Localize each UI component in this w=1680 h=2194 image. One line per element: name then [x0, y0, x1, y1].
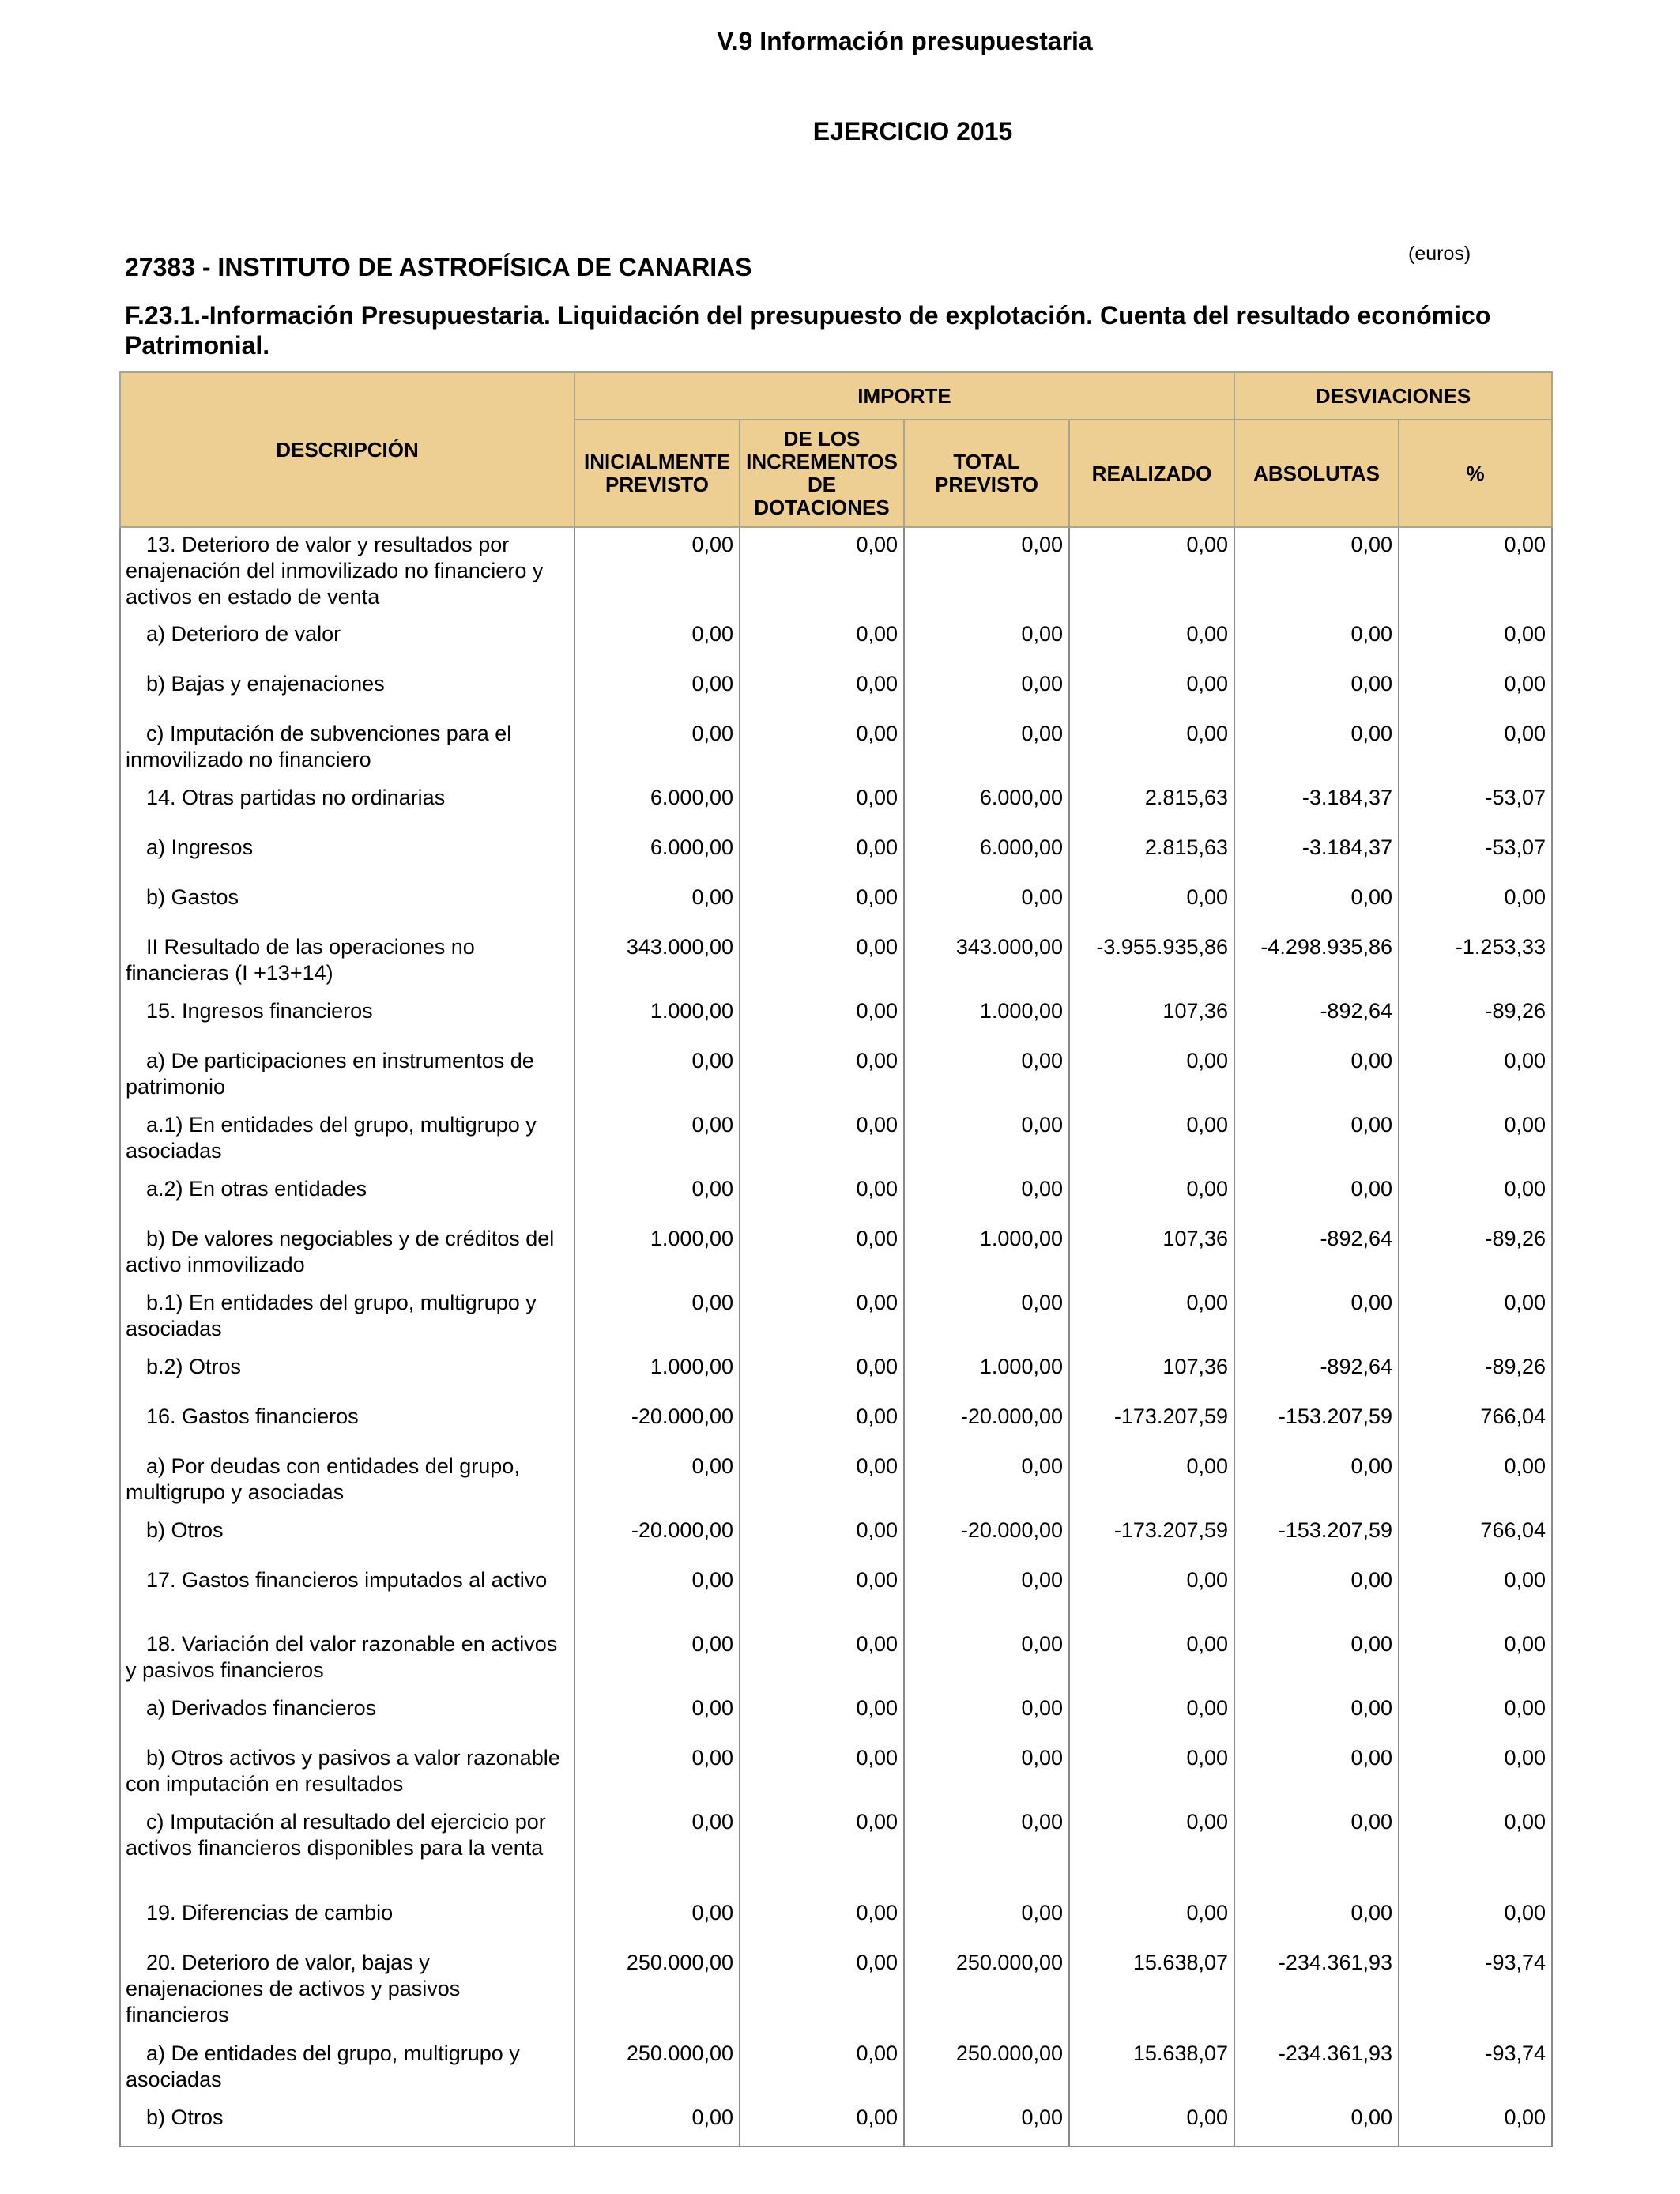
cell-total-previsto: 250.000,00: [904, 1946, 1069, 2037]
cell-total-previsto: 0,00: [904, 1172, 1069, 1222]
cell-desviacion-absoluta: 0,00: [1234, 1741, 1399, 1805]
cell-total-previsto: 0,00: [904, 617, 1069, 667]
cell-desviacion-porcentaje: 0,00: [1399, 1627, 1552, 1691]
cell-incrementos: 0,00: [740, 880, 904, 930]
entity-title: 27383 - INSTITUTO DE ASTROFÍSICA DE CANARIAS: [125, 253, 752, 281]
cell-desviacion-porcentaje: 0,00: [1399, 1741, 1552, 1805]
cell-incrementos: 0,00: [740, 2101, 904, 2147]
cell-total-previsto: -20.000,00: [904, 1400, 1069, 1449]
cell-realizado: 2.815,63: [1069, 781, 1234, 831]
cell-desviacion-porcentaje: 766,04: [1399, 1400, 1552, 1449]
cell-desviacion-absoluta: -234.361,93: [1234, 2037, 1399, 2101]
table-row: [120, 717, 1552, 781]
table-row: [120, 1044, 1552, 1108]
cell-desviacion-porcentaje: -93,74: [1399, 1946, 1552, 2037]
cell-total-previsto: 6.000,00: [904, 831, 1069, 880]
cell-inicialmente-previsto: 250.000,00: [574, 1946, 740, 2037]
cell-desviacion-absoluta: -3.184,37: [1234, 781, 1399, 831]
cell-inicialmente-previsto: 0,00: [574, 1044, 740, 1108]
row-description: a.2) En otras entidades: [120, 1172, 574, 1222]
cell-inicialmente-previsto: 0,00: [574, 667, 740, 717]
cell-inicialmente-previsto: 0,00: [574, 1691, 740, 1741]
cell-realizado: 0,00: [1069, 667, 1234, 717]
cell-inicialmente-previsto: 0,00: [574, 880, 740, 930]
table-row: [120, 781, 1552, 831]
row-description: b) Bajas y enajenaciones: [120, 667, 574, 717]
cell-desviacion-porcentaje: 0,00: [1399, 667, 1552, 717]
cell-incrementos: 0,00: [740, 1805, 904, 1896]
row-description: 13. Deterioro de valor y resultados por enajenación del inmovilizado no financiero y activos en estado de venta: [120, 527, 574, 617]
cell-inicialmente-previsto: 0,00: [574, 1896, 740, 1946]
report-subtitle: F.23.1.-Información Presupuestaria. Liquidación del presupuesto de explotación. Cuenta del resultado económico Patrimonial.: [125, 301, 1491, 360]
cell-inicialmente-previsto: 0,00: [574, 1172, 740, 1222]
cell-realizado: 15.638,07: [1069, 1946, 1234, 2037]
row-description: 14. Otras partidas no ordinarias: [120, 781, 574, 831]
row-description: c) Imputación al resultado del ejercicio por activos financieros disponibles para la venta: [120, 1805, 574, 1896]
cell-realizado: -173.207,59: [1069, 1400, 1234, 1449]
cell-desviacion-absoluta: 0,00: [1234, 667, 1399, 717]
cell-incrementos: 0,00: [740, 1172, 904, 1222]
cell-incrementos: 0,00: [740, 831, 904, 880]
cell-incrementos: 0,00: [740, 1350, 904, 1400]
cell-incrementos: 0,00: [740, 1400, 904, 1449]
table-row: [120, 667, 1552, 717]
table-row: [120, 1896, 1552, 1946]
row-description: b) Otros activos y pasivos a valor razonable con imputación en resultados: [120, 1741, 574, 1805]
cell-desviacion-absoluta: 0,00: [1234, 527, 1399, 617]
table-row: [120, 1741, 1552, 1805]
table-row: [120, 831, 1552, 880]
cell-realizado: 0,00: [1069, 1691, 1234, 1741]
cell-desviacion-porcentaje: 766,04: [1399, 1514, 1552, 1563]
cell-realizado: 0,00: [1069, 1627, 1234, 1691]
units-label: (euros): [1408, 243, 1471, 265]
row-description: a.1) En entidades del grupo, multigrupo y asociadas: [120, 1108, 574, 1172]
row-description: c) Imputación de subvenciones para el inmovilizado no financiero: [120, 717, 574, 781]
cell-desviacion-absoluta: -892,64: [1234, 1350, 1399, 1400]
cell-desviacion-porcentaje: -89,26: [1399, 994, 1552, 1044]
exercise-year: EJERCICIO 2015: [812, 117, 1013, 145]
cell-desviacion-porcentaje: 0,00: [1399, 1563, 1552, 1627]
cell-realizado: 0,00: [1069, 1108, 1234, 1172]
cell-inicialmente-previsto: 1.000,00: [574, 1350, 740, 1400]
col-header-realizado: REALIZADO: [1069, 420, 1234, 527]
table-row: [120, 1222, 1552, 1286]
row-description: a) Por deudas con entidades del grupo, multigrupo y asociadas: [120, 1449, 574, 1514]
row-description: a) Deterioro de valor: [120, 617, 574, 667]
cell-total-previsto: 0,00: [904, 1044, 1069, 1108]
cell-desviacion-porcentaje: 0,00: [1399, 717, 1552, 781]
table-row: [120, 2101, 1552, 2147]
cell-total-previsto: 0,00: [904, 1896, 1069, 1946]
row-description: b.2) Otros: [120, 1350, 574, 1400]
row-description: II Resultado de las operaciones no financieras (I +13+14): [120, 930, 574, 994]
cell-inicialmente-previsto: 0,00: [574, 617, 740, 667]
cell-desviacion-porcentaje: 0,00: [1399, 880, 1552, 930]
row-description: 15. Ingresos financieros: [120, 994, 574, 1044]
cell-desviacion-porcentaje: 0,00: [1399, 527, 1552, 617]
cell-inicialmente-previsto: 6.000,00: [574, 781, 740, 831]
cell-realizado: 107,36: [1069, 1350, 1234, 1400]
cell-total-previsto: 0,00: [904, 1627, 1069, 1691]
cell-desviacion-absoluta: 0,00: [1234, 1286, 1399, 1350]
cell-inicialmente-previsto: 0,00: [574, 1286, 740, 1350]
cell-incrementos: 0,00: [740, 2037, 904, 2101]
cell-incrementos: 0,00: [740, 930, 904, 994]
cell-inicialmente-previsto: 0,00: [574, 1805, 740, 1896]
cell-realizado: 0,00: [1069, 1896, 1234, 1946]
table-row: [120, 1172, 1552, 1222]
cell-realizado: 0,00: [1069, 1044, 1234, 1108]
row-description: a) Ingresos: [120, 831, 574, 880]
cell-inicialmente-previsto: 0,00: [574, 2101, 740, 2147]
cell-inicialmente-previsto: 0,00: [574, 1627, 740, 1691]
cell-inicialmente-previsto: -20.000,00: [574, 1514, 740, 1563]
cell-desviacion-absoluta: 0,00: [1234, 1805, 1399, 1896]
cell-total-previsto: 0,00: [904, 1691, 1069, 1741]
cell-incrementos: 0,00: [740, 527, 904, 617]
cell-desviacion-absoluta: -234.361,93: [1234, 1946, 1399, 2037]
cell-incrementos: 0,00: [740, 1044, 904, 1108]
cell-desviacion-porcentaje: 0,00: [1399, 1286, 1552, 1350]
cell-inicialmente-previsto: 0,00: [574, 1563, 740, 1627]
cell-inicialmente-previsto: 6.000,00: [574, 831, 740, 880]
cell-total-previsto: 0,00: [904, 667, 1069, 717]
cell-inicialmente-previsto: 1.000,00: [574, 1222, 740, 1286]
row-description: b.1) En entidades del grupo, multigrupo y asociadas: [120, 1286, 574, 1350]
cell-desviacion-porcentaje: 0,00: [1399, 1896, 1552, 1946]
cell-realizado: 0,00: [1069, 527, 1234, 617]
cell-desviacion-porcentaje: -93,74: [1399, 2037, 1552, 2101]
col-header-absolutas: ABSOLUTAS: [1234, 420, 1399, 527]
table-row: [120, 527, 1552, 617]
cell-total-previsto: 0,00: [904, 880, 1069, 930]
table-row: [120, 1946, 1552, 2037]
cell-realizado: 0,00: [1069, 1449, 1234, 1514]
cell-desviacion-porcentaje: 0,00: [1399, 2101, 1552, 2147]
row-description: 20. Deterioro de valor, bajas y enajenaciones de activos y pasivos financieros: [120, 1946, 574, 2037]
row-description: b) Gastos: [120, 880, 574, 930]
cell-incrementos: 0,00: [740, 1514, 904, 1563]
cell-total-previsto: 343.000,00: [904, 930, 1069, 994]
cell-desviacion-porcentaje: -53,07: [1399, 831, 1552, 880]
cell-desviacion-porcentaje: -1.253,33: [1399, 930, 1552, 994]
cell-realizado: -3.955.935,86: [1069, 930, 1234, 994]
table-row: [120, 617, 1552, 667]
cell-total-previsto: 6.000,00: [904, 781, 1069, 831]
cell-inicialmente-previsto: 0,00: [574, 1108, 740, 1172]
cell-desviacion-absoluta: 0,00: [1234, 1449, 1399, 1514]
table-row: [120, 1350, 1552, 1400]
cell-incrementos: 0,00: [740, 1563, 904, 1627]
budget-table: [119, 371, 1553, 2147]
cell-total-previsto: 1.000,00: [904, 994, 1069, 1044]
row-description: 16. Gastos financieros: [120, 1400, 574, 1449]
cell-desviacion-absoluta: 0,00: [1234, 1108, 1399, 1172]
cell-desviacion-absoluta: -4.298.935,86: [1234, 930, 1399, 994]
table-row: [120, 1691, 1552, 1741]
cell-inicialmente-previsto: 250.000,00: [574, 2037, 740, 2101]
group-header-row: [120, 372, 1552, 420]
col-header-incrementos: DE LOS INCREMENTOS DE DOTACIONES: [740, 420, 904, 527]
cell-total-previsto: 0,00: [904, 1449, 1069, 1514]
cell-incrementos: 0,00: [740, 1108, 904, 1172]
cell-inicialmente-previsto: 343.000,00: [574, 930, 740, 994]
cell-desviacion-porcentaje: 0,00: [1399, 617, 1552, 667]
table-row: [120, 1449, 1552, 1514]
cell-realizado: 0,00: [1069, 1286, 1234, 1350]
row-description: 17. Gastos financieros imputados al activo: [120, 1563, 574, 1627]
cell-desviacion-absoluta: -153.207,59: [1234, 1400, 1399, 1449]
cell-incrementos: 0,00: [740, 1449, 904, 1514]
cell-desviacion-absoluta: 0,00: [1234, 1691, 1399, 1741]
cell-desviacion-absoluta: 0,00: [1234, 617, 1399, 667]
cell-incrementos: 0,00: [740, 1946, 904, 2037]
cell-total-previsto: 0,00: [904, 1108, 1069, 1172]
cell-desviacion-absoluta: 0,00: [1234, 717, 1399, 781]
cell-realizado: 0,00: [1069, 717, 1234, 781]
table-row: [120, 1514, 1552, 1563]
row-description: b) De valores negociables y de créditos del activo inmovilizado: [120, 1222, 574, 1286]
cell-desviacion-absoluta: -892,64: [1234, 994, 1399, 1044]
table-row: [120, 880, 1552, 930]
table-row: [120, 1627, 1552, 1691]
cell-desviacion-absoluta: 0,00: [1234, 1172, 1399, 1222]
cell-desviacion-porcentaje: -89,26: [1399, 1350, 1552, 1400]
table-row: [120, 1108, 1552, 1172]
cell-desviacion-absoluta: -3.184,37: [1234, 831, 1399, 880]
cell-realizado: 0,00: [1069, 880, 1234, 930]
cell-inicialmente-previsto: -20.000,00: [574, 1400, 740, 1449]
row-description: 18. Variación del valor razonable en activos y pasivos financieros: [120, 1627, 574, 1691]
cell-desviacion-porcentaje: 0,00: [1399, 1449, 1552, 1514]
cell-desviacion-absoluta: -892,64: [1234, 1222, 1399, 1286]
table-row: [120, 1286, 1552, 1350]
cell-total-previsto: 250.000,00: [904, 2037, 1069, 2101]
cell-desviacion-porcentaje: 0,00: [1399, 1044, 1552, 1108]
cell-desviacion-porcentaje: 0,00: [1399, 1108, 1552, 1172]
cell-realizado: 0,00: [1069, 2101, 1234, 2147]
group-header-importe: IMPORTE: [574, 372, 1234, 420]
table-row: [120, 1563, 1552, 1627]
cell-total-previsto: 0,00: [904, 1741, 1069, 1805]
row-description: 19. Diferencias de cambio: [120, 1896, 574, 1946]
cell-desviacion-porcentaje: 0,00: [1399, 1805, 1552, 1896]
row-description: b) Otros: [120, 2101, 574, 2147]
cell-inicialmente-previsto: 0,00: [574, 1741, 740, 1805]
cell-incrementos: 0,00: [740, 1896, 904, 1946]
table-body: [120, 527, 1552, 2147]
cell-total-previsto: 0,00: [904, 1563, 1069, 1627]
cell-incrementos: 0,00: [740, 1286, 904, 1350]
cell-realizado: -173.207,59: [1069, 1514, 1234, 1563]
cell-desviacion-absoluta: 0,00: [1234, 880, 1399, 930]
cell-incrementos: 0,00: [740, 781, 904, 831]
cell-desviacion-absoluta: 0,00: [1234, 1627, 1399, 1691]
cell-incrementos: 0,00: [740, 1741, 904, 1805]
cell-total-previsto: -20.000,00: [904, 1514, 1069, 1563]
cell-realizado: 0,00: [1069, 1172, 1234, 1222]
cell-total-previsto: 0,00: [904, 1805, 1069, 1896]
cell-desviacion-absoluta: 0,00: [1234, 1563, 1399, 1627]
cell-desviacion-porcentaje: -53,07: [1399, 781, 1552, 831]
cell-realizado: 2.815,63: [1069, 831, 1234, 880]
cell-inicialmente-previsto: 0,00: [574, 717, 740, 781]
cell-realizado: 0,00: [1069, 1741, 1234, 1805]
cell-incrementos: 0,00: [740, 1691, 904, 1741]
table-row: [120, 994, 1552, 1044]
cell-total-previsto: 0,00: [904, 1286, 1069, 1350]
cell-total-previsto: 1.000,00: [904, 1350, 1069, 1400]
cell-incrementos: 0,00: [740, 1222, 904, 1286]
cell-realizado: 0,00: [1069, 1805, 1234, 1896]
cell-desviacion-porcentaje: -89,26: [1399, 1222, 1552, 1286]
cell-realizado: 0,00: [1069, 1563, 1234, 1627]
cell-realizado: 0,00: [1069, 617, 1234, 667]
cell-incrementos: 0,00: [740, 617, 904, 667]
cell-desviacion-porcentaje: 0,00: [1399, 1172, 1552, 1222]
cell-total-previsto: 0,00: [904, 527, 1069, 617]
table-row: [120, 1400, 1552, 1449]
cell-desviacion-absoluta: 0,00: [1234, 2101, 1399, 2147]
table-row: [120, 1805, 1552, 1896]
row-description: b) Otros: [120, 1514, 574, 1563]
cell-realizado: 107,36: [1069, 994, 1234, 1044]
section-title: V.9 Información presupuestaria: [717, 27, 1093, 55]
group-header-desviaciones: DESVIACIONES: [1234, 372, 1552, 420]
cell-desviacion-porcentaje: 0,00: [1399, 1691, 1552, 1741]
cell-incrementos: 0,00: [740, 1627, 904, 1691]
col-header-total-previsto: TOTAL PREVISTO: [904, 420, 1069, 527]
cell-desviacion-absoluta: -153.207,59: [1234, 1514, 1399, 1563]
cell-realizado: 107,36: [1069, 1222, 1234, 1286]
cell-inicialmente-previsto: 1.000,00: [574, 994, 740, 1044]
col-header-inicialmente-previsto: INICIALMENTE PREVISTO: [574, 420, 740, 527]
table-row: [120, 930, 1552, 994]
table-row: [120, 2037, 1552, 2101]
row-description: a) De entidades del grupo, multigrupo y asociadas: [120, 2037, 574, 2101]
cell-incrementos: 0,00: [740, 994, 904, 1044]
cell-desviacion-absoluta: 0,00: [1234, 1044, 1399, 1108]
cell-desviacion-absoluta: 0,00: [1234, 1896, 1399, 1946]
cell-total-previsto: 0,00: [904, 2101, 1069, 2147]
cell-inicialmente-previsto: 0,00: [574, 1449, 740, 1514]
col-header-descripcion: DESCRIPCIÓN: [120, 372, 574, 527]
col-header-porcentaje: %: [1399, 420, 1552, 527]
row-description: a) Derivados financieros: [120, 1691, 574, 1741]
cell-inicialmente-previsto: 0,00: [574, 527, 740, 617]
cell-realizado: 15.638,07: [1069, 2037, 1234, 2101]
cell-incrementos: 0,00: [740, 717, 904, 781]
cell-total-previsto: 1.000,00: [904, 1222, 1069, 1286]
row-description: a) De participaciones en instrumentos de patrimonio: [120, 1044, 574, 1108]
cell-incrementos: 0,00: [740, 667, 904, 717]
cell-total-previsto: 0,00: [904, 717, 1069, 781]
